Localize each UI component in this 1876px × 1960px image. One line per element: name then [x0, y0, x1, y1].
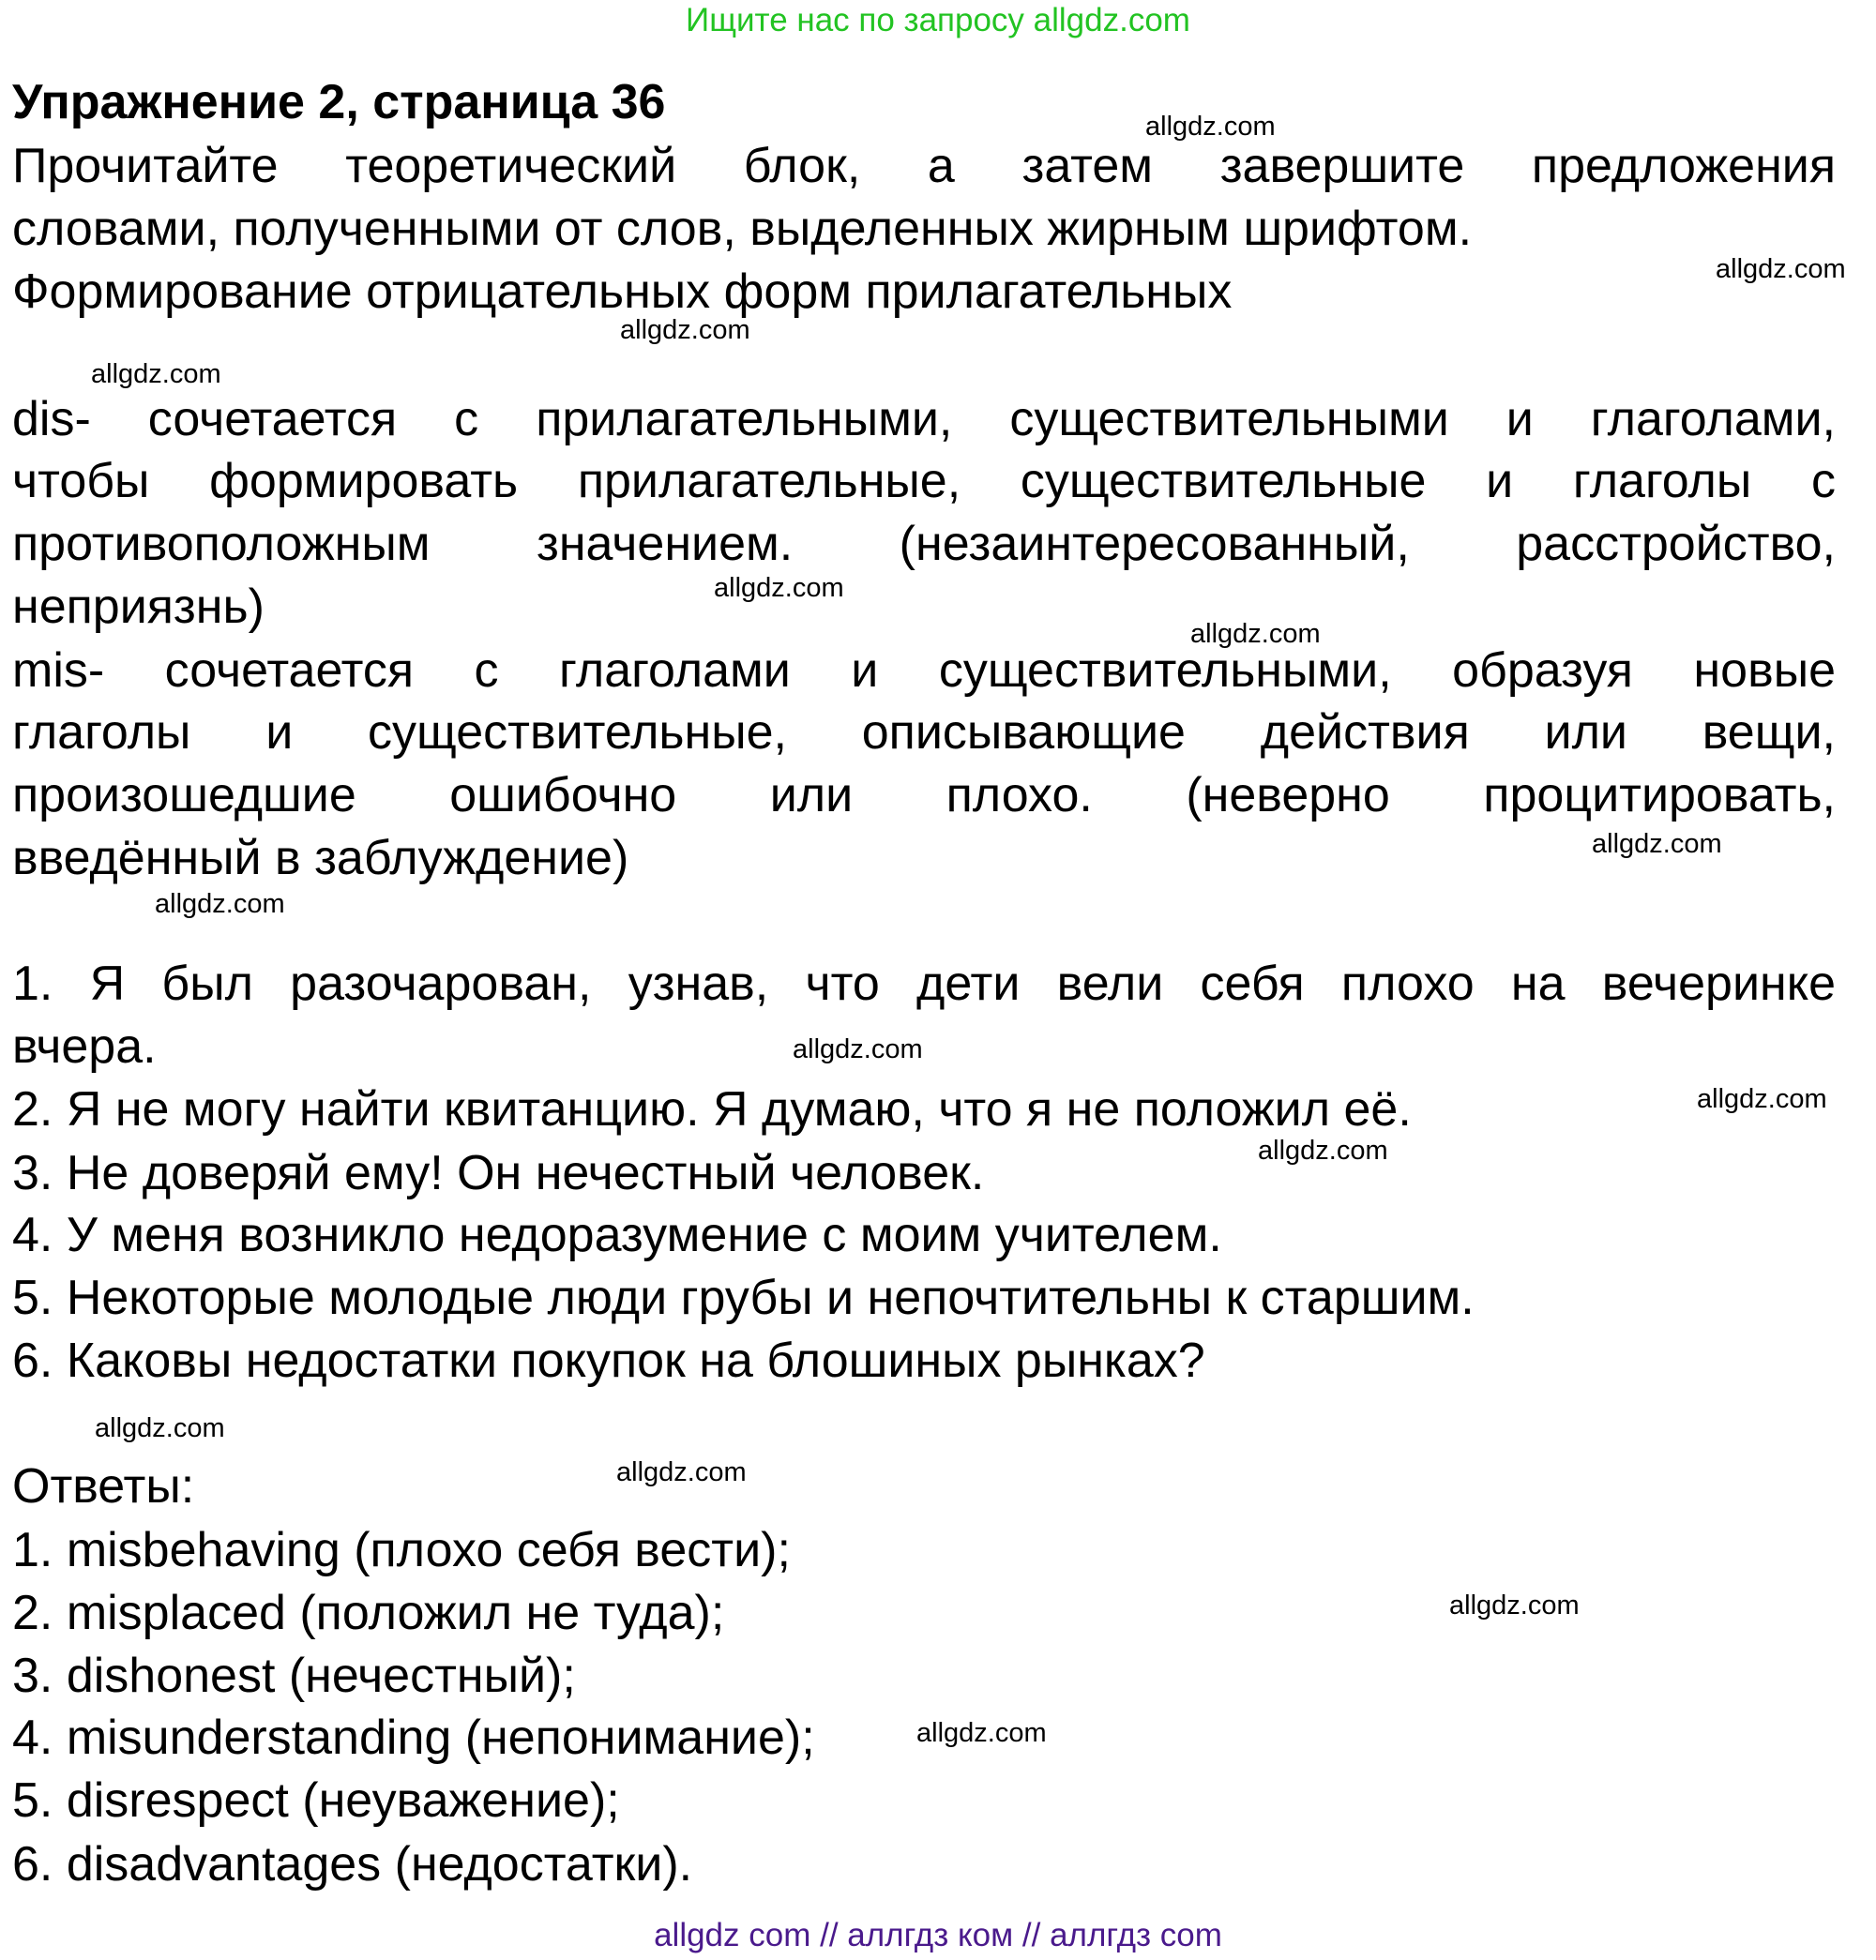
answer-item: 3. dishonest (нечестный);	[12, 1649, 576, 1703]
answer-item: 5. disrespect (неуважение);	[12, 1773, 620, 1828]
mis-rule-line: произошедшие ошибочно или плохо. (неверно процитировать,	[12, 768, 1836, 822]
dis-rule-line: чтобы формировать прилагательные, существительные и глаголы с	[12, 454, 1836, 508]
watermark: allgdz.com	[1258, 1136, 1388, 1166]
answers-label: Ответы:	[12, 1459, 195, 1514]
sentence-item: 3. Не доверяй ему! Он нечестный человек.	[12, 1146, 985, 1200]
watermark: allgdz.com	[793, 1034, 923, 1064]
section-heading: Формирование отрицательных форм прилагательных	[12, 264, 1233, 319]
watermark: allgdz.com	[714, 573, 844, 603]
watermark: allgdz.com	[1145, 112, 1276, 142]
mis-rule-line: глаголы и существительные, описывающие действия или вещи,	[12, 705, 1836, 760]
answer-item: 4. misunderstanding (непонимание);	[12, 1711, 815, 1765]
watermark: allgdz.com	[1190, 619, 1321, 649]
search-hint-link[interactable]: Ищите нас по запросу allgdz.com	[686, 2, 1190, 38]
instruction-line: словами, полученными от слов, выделенных жирным шрифтом.	[12, 202, 1473, 256]
sentence-item: вчера.	[12, 1019, 157, 1074]
sentence-item: 6. Каковы недостатки покупок на блошиных рынках?	[12, 1334, 1205, 1388]
mis-rule-line: введённый в заблуждение)	[12, 831, 629, 885]
answer-item: 6. disadvantages (недостатки).	[12, 1837, 693, 1892]
watermark: allgdz.com	[1592, 829, 1722, 859]
sentence-item: 1. Я был разочарован, узнав, что дети вели себя плохо на вечеринке	[12, 957, 1836, 1011]
footer-links[interactable]: allgdz com // аллгдз ком // аллгдз com	[654, 1917, 1222, 1953]
sentence-item: 2. Я не могу найти квитанцию. Я думаю, что я не положил её.	[12, 1082, 1412, 1137]
sentence-item: 5. Некоторые молодые люди грубы и непочтительны к старшим.	[12, 1271, 1475, 1325]
dis-rule-line: dis- сочетается с прилагательными, существительными и глаголами,	[12, 392, 1836, 446]
answer-item: 1. misbehaving (плохо себя вести);	[12, 1523, 791, 1577]
instruction-line: Прочитайте теоретический блок, а затем завершите предложения	[12, 139, 1836, 193]
sentence-item: 4. У меня возникло недоразумение с моим учителем.	[12, 1208, 1222, 1262]
watermark: allgdz.com	[1449, 1591, 1580, 1621]
watermark: allgdz.com	[155, 889, 285, 919]
watermark: allgdz.com	[620, 315, 750, 345]
page-title: Упражнение 2, страница 36	[12, 75, 666, 129]
watermark: allgdz.com	[916, 1718, 1047, 1748]
watermark: allgdz.com	[91, 359, 221, 389]
watermark: allgdz.com	[1697, 1084, 1827, 1114]
answer-item: 2. misplaced (положил не туда);	[12, 1586, 725, 1640]
dis-rule-line: противоположным значением. (незаинтересованный, расстройство,	[12, 517, 1836, 571]
watermark: allgdz.com	[616, 1457, 747, 1487]
watermark: allgdz.com	[95, 1413, 225, 1443]
mis-rule-line: mis- сочетается с глаголами и существительными, образуя новые	[12, 643, 1836, 698]
dis-rule-line: неприязнь)	[12, 580, 265, 634]
watermark: allgdz.com	[1716, 254, 1846, 284]
